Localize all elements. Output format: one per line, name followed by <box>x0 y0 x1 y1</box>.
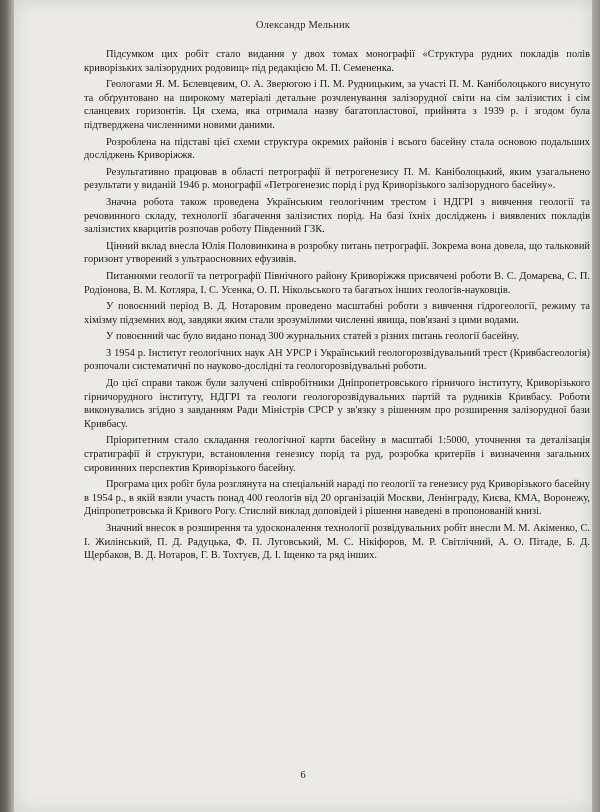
book-page <box>14 0 592 812</box>
paragraph: Підсумком цих робіт стало видання у двох томах монографії «Структура рудних покладів полів криворізьких залізорудних родовищ» під редакцією М. П. Семененка. <box>84 49 590 74</box>
paragraph: До цієї справи також були залучені співробітники Дніпропетровського гірничого інституту, Криворізького гірничорудного інституту, НДГРІ та геологи геологорозвідувальних партій та рудників Кривбасу. Роботи виконувались згідно з завданням Ради Міністрів СРСР у зв'язку з рішенням про розширення залізорудної бази Кривбасу. <box>84 378 590 430</box>
paragraph: Значний внесок в розширення та удосконалення технології розвідувальних робіт внесли М. М. Акіменко, С. І. Жилінський, П. Д. Радуцька, Ф. П. Луговський, М. С. Нікіфоров, М. Р. Світлічний, А. О. Пітаде, Б. Д. Щербаков, В. Д. Нотаров, Г. В. Тохтуєв, Д. І. Іщенко та ряд інших. <box>84 523 590 562</box>
paragraph: Значна робота також проведена Українським геологічним трестом і НДГРІ з вивчення геології та речовинного складу, технології збагачення залізистих порід. На базі їхніх досліджень і виявлених покладів залізистих кварцитів розпочав роботу Південний ГЗК. <box>84 196 590 236</box>
paragraph: З 1954 р. Інститут геологічних наук АН УРСР і Український геологорозвідувальний трест (Кривбасгеологія) розпочали систематичні по науково-дослідні та геологорозвідувальні роботи. <box>84 347 590 373</box>
paragraph: Програма цих робіт була розглянута на спеціальній нараді по геології та генезису руд Криворізького басейну в 1954 р., в якій взяли участь понад 400 геологів від 20 організацій Москви, Ленінграду, Києва, КМА, Воронежу, Дніпропетровська й Кривого Рогу. Стислий виклад доповідей і рішення наведені в пропонованій книзі. <box>84 479 590 518</box>
paragraph: Цінний вклад внесла Юлія Половинкина в розробку питань петрографії. Зокрема вона довела, що тальковий горизонт утворений з ультраосновних ефузивів. <box>84 240 590 266</box>
page-number: 6 <box>300 770 306 781</box>
paragraph: У повоєнний час було видано понад 300 журнальних статей з різних питань геології басейну. <box>106 331 520 343</box>
paragraph: Розроблена на підставі цієї схеми структура окремих районів і всього басейну стала основою подальших досліджень Криворіжжя. <box>84 136 590 162</box>
body-text <box>84 48 590 566</box>
running-header-author: Олександр Мельник <box>255 20 351 31</box>
paragraph: Результативно працював в області петрографії й петрогенезису П. М. Каніболоцький, яким узагальнено результати у виданій 1946 р. монографії «Петрогенезис порід і руд Криворізького залізорудного басейну». <box>84 166 590 192</box>
paragraph: Питаннями геології та петрографії Північного району Криворіжжя присвячені роботи В. С. Домарєва, С. П. Родіонова, В. М. Котляра, І. С. Усенка, О. П. Нікольського та багатьох інших геологів-науковців. <box>84 270 590 296</box>
paragraph: Геологами Я. М. Бєлевцевим, О. А. Зверюгою і П. М. Рудницьким, за участі П. М. Каніболоцького висунуто та обґрунтовано на широкому матеріалі детальне розчленування залізорудної світи на сім залізистих і сім сланцевих горизонтів. Ця схема, яка отримала назву багатопластової, прийнята з 1939 р. і згодом була підтверджена численними новими даними. <box>84 79 590 131</box>
paragraph: Пріоритетним стало складання геологічної карти басейну в масштабі 1:5000, уточнення та деталізація стратиграфії й структури, встановлення генезису порід та руд, розробка критеріїв і визначення загальних сировинних перспектив Криворізького басейну. <box>84 435 590 474</box>
paragraph: У повоєнний період В. Д. Нотаровим проведено масштабні роботи з вивчення гідрогеології, режиму та хімізму підземних вод, завдяки яким стали зрозумілими численні явища, пов'язані з цими водами. <box>84 301 590 326</box>
